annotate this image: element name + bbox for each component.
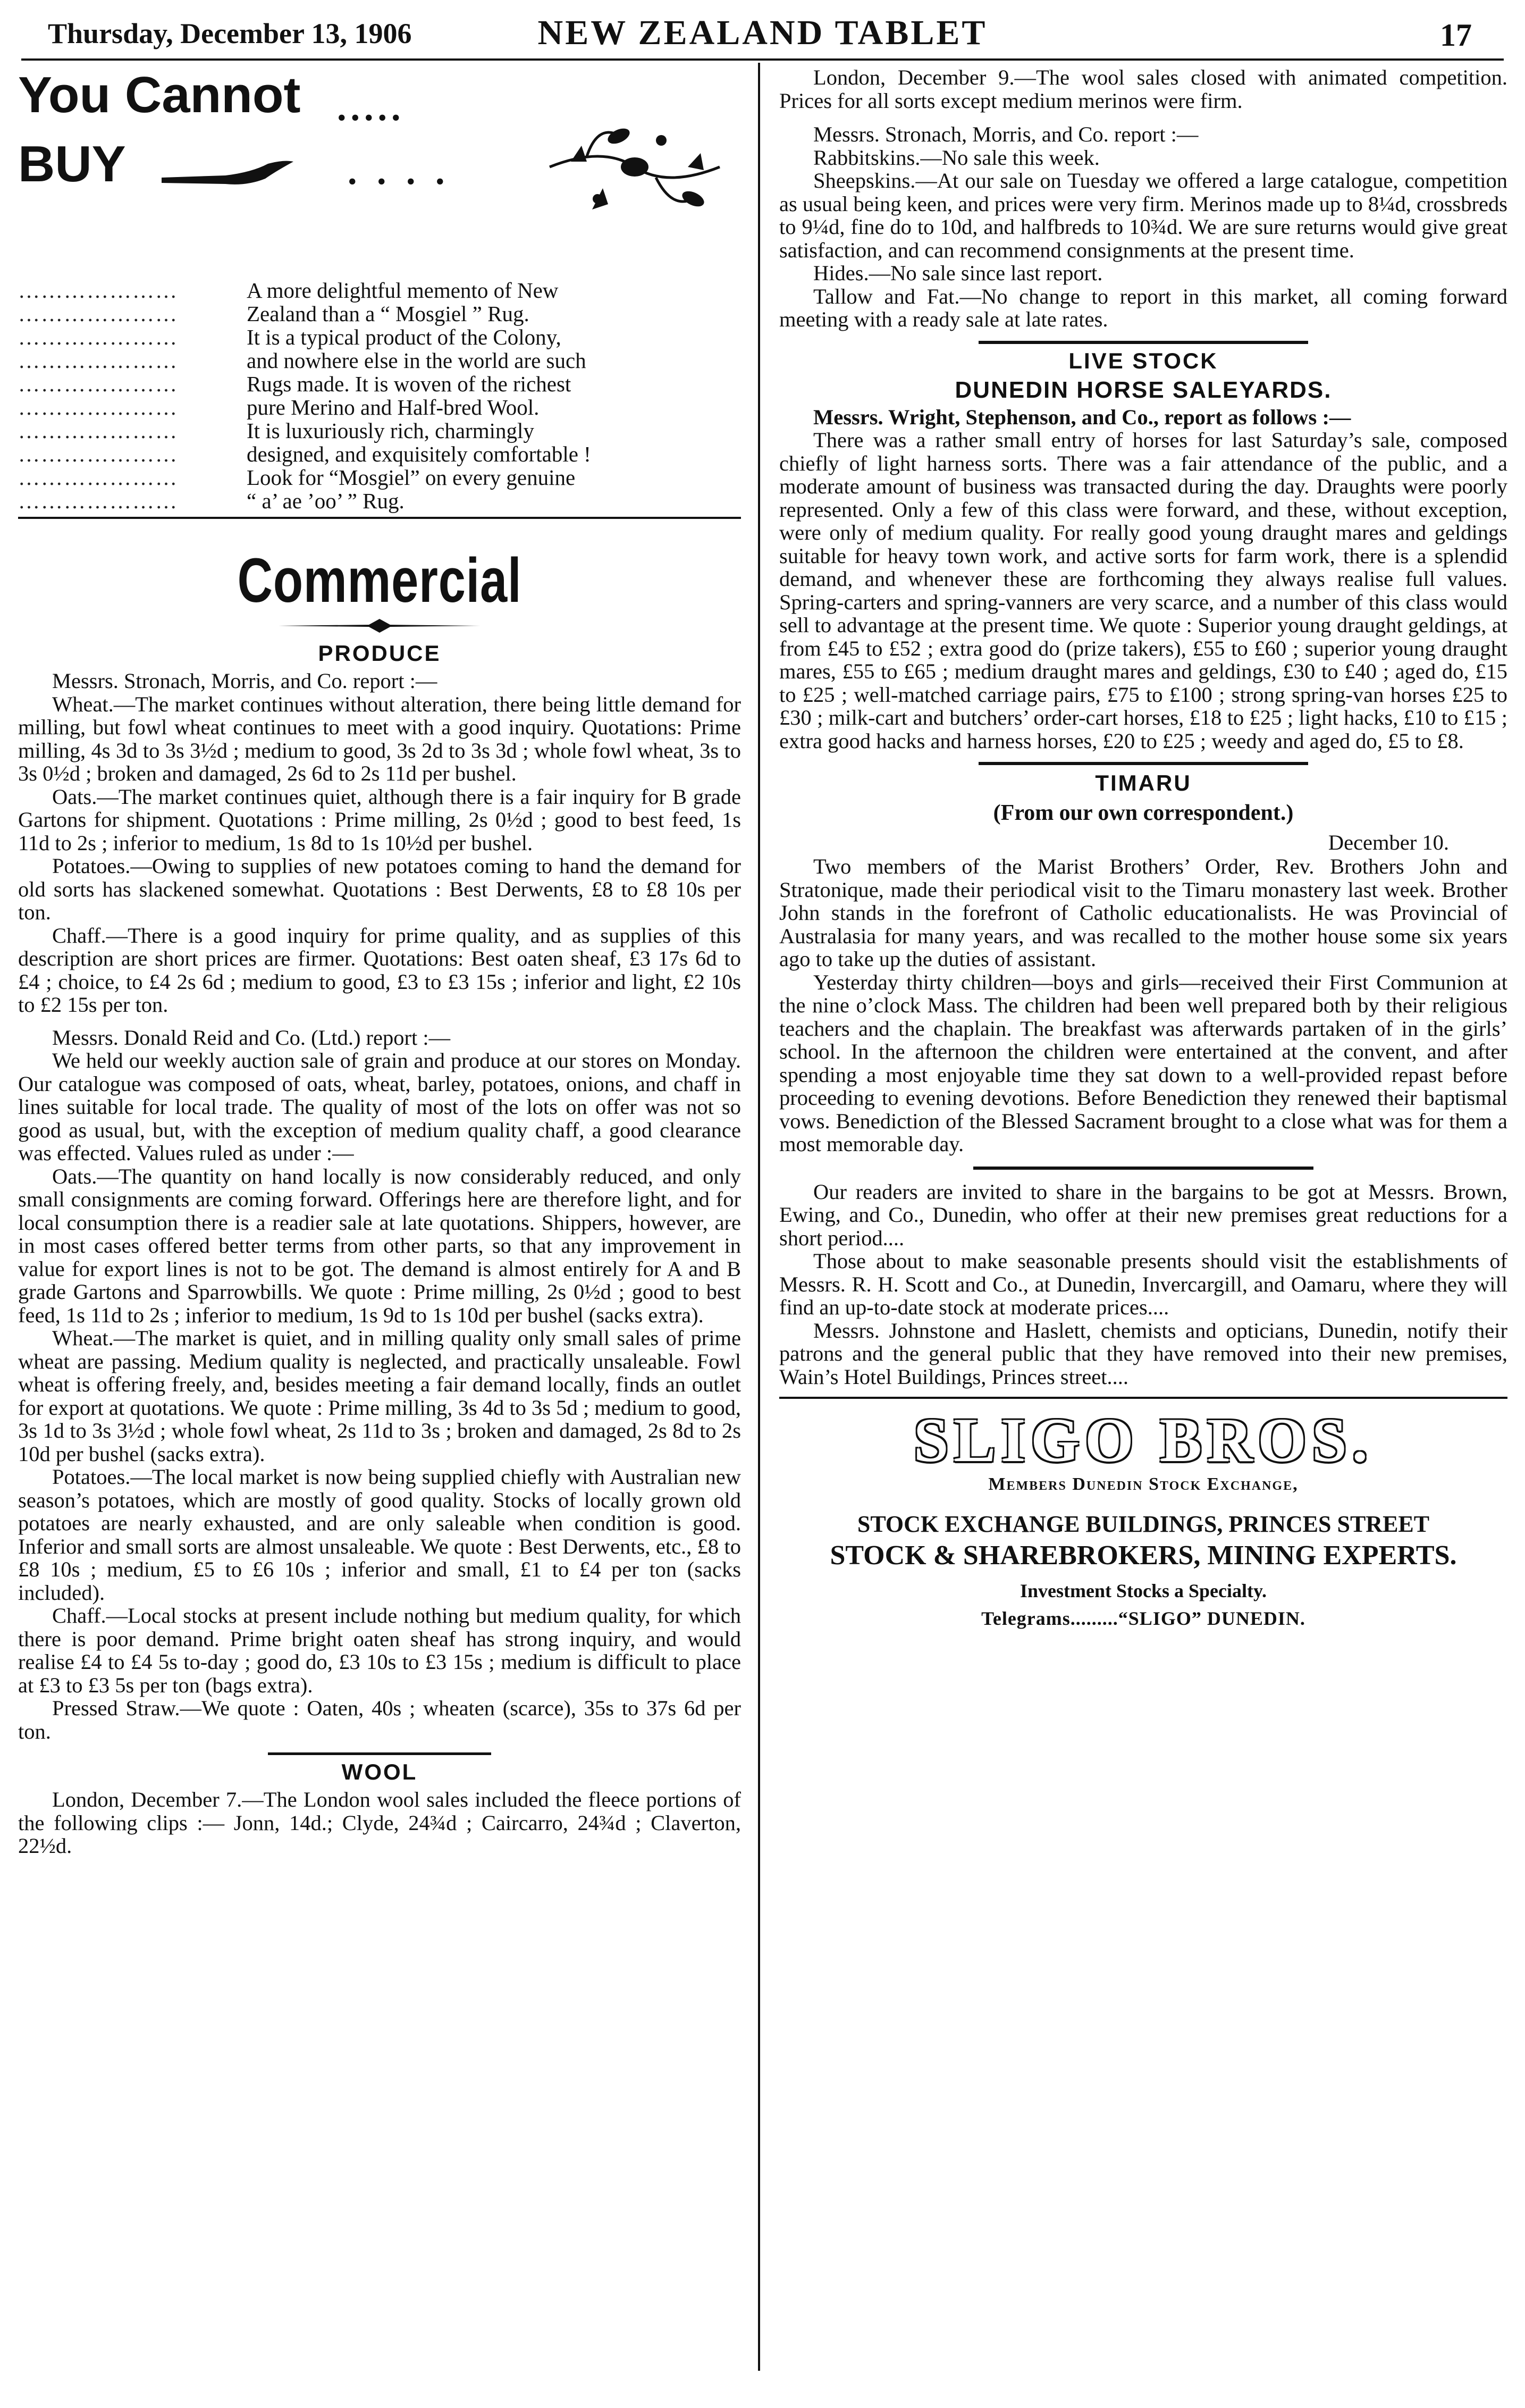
section-separator	[979, 341, 1308, 344]
wool-london-text	[779, 66, 1507, 112]
wool-text	[18, 1788, 741, 1858]
sligo-bros-advert	[779, 1405, 1507, 1630]
produce-stronach-text	[18, 693, 741, 1017]
subhead-live-stock: LIVE STOCK	[1068, 348, 1218, 373]
paragraph: Messrs. Johnstone and Haslett, chemists and opticians, Dunedin, notify their patrons and the general public that they have removed into their new premises, Wain’s Hotel Buildings, Princes street....	[779, 1318, 1507, 1389]
paragraph: Wheat.—The market is quiet, and in milling quality only small sales of prime wheat are passing. Medium quality is neglected, and practically unsaleable. Fowl wheat is offering freely, and, besides meeting a fair demand locally, finds an outlet for export at quotations. We quote : Prime milling, 3s 4d to 3s 5d ; medium to good, 3s 1d to 3s 3½d ; whole fowl wheat, 2s 11d to 3s ; broken and damaged, 2s 8d to 2s 10d per bushel (sacks extra).	[18, 1326, 741, 1466]
right-column	[779, 66, 1507, 1630]
subhead-timaru: TIMARU	[1095, 770, 1192, 795]
skins-text	[779, 146, 1507, 331]
notices-text	[779, 1180, 1507, 1389]
paragraph: Chaff.—Local stocks at present include nothing but medium quality, for which there is poor demand. Prime bright oaten sheaf has strong inquiry, and would realise £4 to £4 5s to-day ; good do, £3 10s to £3 15s ; medium is difficult to place at £3 to £3 5s per ton (bags extra).	[18, 1604, 741, 1697]
pointing-hand-icon	[162, 156, 294, 188]
advert-row: ………………… and nowhere else in the world are such	[18, 348, 586, 373]
paragraph: Oats.—The quantity on hand locally is now considerably reduced, and only small consignments are coming forward. Offerings here are therefore light, and for local consumption there is a readier sale at late quotations. Shippers, however, are in most cases offered better terms from other parts, so that any improvement in value for export lines is not to be got. The demand is almost entirely for A and B grade Gartons and Sparrowbills. We quote : Prime milling, 2s 0½d ; good to best feed, 1s 11d to 2s ; inferior to medium, 1s 9d to 1s 10d per bushel (sacks extra).	[18, 1164, 741, 1327]
paragraph: Chaff.—There is a good inquiry for prime quality, and as supplies of this description are short prices are firmer. Quotations: Best oaten sheaf, £3 17s 6d to £4 ; choice, to £4 2s 6d ; medium to good, £3 to £3 15s ; inferior and light, £2 10s to £2 15s per ton.	[18, 923, 741, 1017]
section-separator	[973, 1167, 1313, 1170]
advert-body	[18, 279, 730, 513]
horse-saleyards-text	[779, 429, 1507, 752]
mosgiel-rug-advert	[18, 66, 741, 528]
sligo-address: STOCK EXCHANGE BUILDINGS, PRINCES STREET	[857, 1511, 1430, 1537]
subhead-produce: PRODUCE	[318, 641, 441, 666]
advert-row: ………………… Look for “Mosgiel” on every genuine	[18, 465, 576, 490]
advert-row: ………………… “ a’ ae ’oo’ ” Rug.	[18, 489, 405, 513]
advert-line-you-cannot: You Cannot	[18, 66, 301, 123]
paragraph: Yesterday thirty children—boys and girls—received their First Communion at the nine o’clock Mass. The children had been well prepared both by their religious teachers and the chaplain. The breakfast was afterwards partaken of in the girls’ school. In the afternoon the children were entertained at the convent, and after spending a most enjoyable time they sat down to a well-provided repast before proceeding to evening devotions. Before Benediction they renewed their baptismal vows. Benediction of the Blessed Sacrament brought to a close what was for them a most memorable day.	[779, 970, 1507, 1156]
subhead-saleyards: DUNEDIN HORSE SALEYARDS.	[955, 376, 1332, 403]
section-separator	[268, 1752, 491, 1755]
paragraph: Rabbitskins.—No sale this week.	[813, 145, 1100, 170]
advert-row: ………………… designed, and exquisitely comfortable !	[18, 442, 591, 466]
sligo-trade: STOCK & SHAREBROKERS, MINING EXPERTS.	[830, 1540, 1457, 1571]
report-intro-stronach-skins: Messrs. Stronach, Morris, and Co. report :—	[813, 122, 1199, 146]
floral-ornament-icon	[539, 87, 730, 247]
issue-date: Thursday, December 13, 1906	[48, 18, 412, 49]
running-head	[37, 10, 1488, 58]
advert-line-buy: BUY	[18, 136, 126, 192]
advert-row: ………………… A more delightful memento of New	[18, 278, 559, 303]
masthead-title: NEW ZEALAND TABLET	[537, 13, 988, 52]
paragraph: Our readers are invited to share in the bargains to be got at Messrs. Brown, Ewing, and Co., Dunedin, who offer at their new premises great reductions for a short period....	[779, 1179, 1507, 1250]
page-number: 17	[1440, 18, 1472, 53]
report-intro-reid: Messrs. Donald Reid and Co. (Ltd.) report :—	[52, 1025, 451, 1050]
paragraph: We held our weekly auction sale of grain and produce at our stores on Monday. Our catalogue was composed of oats, wheat, barley, potatoes, onions, and chaff in lines suitable for local trade. The quality of most of the lots on offer was not so good as usual, but, with the exception of medium quality chaff, a good clearance was effected. Values ruled as under :—	[18, 1048, 741, 1165]
paragraph: Potatoes.—The local market is now being supplied chiefly with Australian new season’s potatoes, which are mostly of good quality. Stocks of locally grown old potatoes are nearly exhausted, and are only saleable when condition is good. Inferior and small sorts are almost unsaleable. We quote : Best Derwents, etc., £8 to £8 10s ; medium, £5 to £6 10s ; inferior and small, £1 to £4 per ton (sacks included).	[18, 1465, 741, 1605]
section-separator	[979, 762, 1308, 765]
sligo-name: SLIGO BROS.	[913, 1405, 1374, 1475]
timaru-dateline: December 10.	[1328, 830, 1449, 854]
advert-row: ………………… pure Merino and Half-bred Wool.	[18, 395, 540, 419]
advert-dots-2: . . . .	[348, 152, 450, 192]
advert-row: ………………… It is a typical product of the Colony,	[18, 325, 561, 349]
advert-top-rule	[779, 1397, 1507, 1399]
section-title-commercial: Commercial	[237, 546, 522, 616]
produce-reid-text	[18, 1049, 741, 1743]
report-intro-stronach: Messrs. Stronach, Morris, and Co. report :—	[52, 669, 437, 693]
paragraph: Tallow and Fat.—No change to report in this market, all coming forward meeting with a ready sale at late rates.	[779, 284, 1507, 331]
column-rule	[758, 63, 760, 2371]
subhead-wool: WOOL	[341, 1759, 418, 1784]
header-rule	[21, 58, 1504, 61]
sligo-investment: Investment Stocks a Specialty.	[1020, 1580, 1267, 1601]
paragraph: Those about to make seasonable presents should visit the establishments of Messrs. R. H. Scott and Co., at Dunedin, Invercargill, and Oamaru, where they will find an up-to-date stock at moderate prices....	[779, 1249, 1507, 1319]
timaru-byline: (From our own correspondent.)	[993, 801, 1294, 825]
paragraph: London, December 7.—The London wool sales included the fleece portions of the following clips :— Jonn, 14d.; Clyde, 24¾d ; Caircarro, 24¾d ; Claverton, 22½d.	[18, 1788, 741, 1858]
sligo-members: Members Dunedin Stock Exchange,	[988, 1474, 1299, 1494]
left-column	[18, 66, 741, 1858]
paragraph: Two members of the Marist Brothers’ Order, Rev. Brothers John and Stratonique, made their periodical visit to the Timaru monastery last week. Brother John stands in the forefront of Catholic educationalists. He was Provincial of Australasia for many years, and was recalled to the mother house some six years ago to take up the duties of assistant.	[779, 854, 1507, 971]
paragraph: Pressed Straw.—We quote : Oaten, 40s ; wheaten (scarce), 35s to 37s 6d per ton.	[18, 1696, 741, 1743]
paragraph: Wheat.—The market continues without alteration, there being little demand for milling, but fowl wheat continues to meet with a good inquiry. Quotations: Prime milling, 4s 3d to 3s 3½d ; medium to good, 3s 2d to 3s 3d ; whole fowl wheat, 3s to 3s 0½d ; broken and damaged, 2s 6d to 2s 11d per bushel.	[18, 692, 741, 785]
paragraph: Oats.—The market continues quiet, although there is a fair inquiry for B grade Gartons for shipment. Quotations : Prime milling, 2s 0½d ; good to best feed, 1s 11d to 2s ; inferior to medium, 1s 8d to 1s 10½d per bushel.	[18, 784, 741, 855]
sligo-telegrams: Telegrams.........“SLIGO” DUNEDIN.	[981, 1608, 1305, 1629]
advert-row: ………………… It is luxuriously rich, charmingly	[18, 418, 534, 443]
paragraph: Hides.—No sale since last report.	[813, 261, 1103, 285]
paragraph: London, December 9.—The wool sales closed with animated competition. Prices for all sorts except medium merinos were firm.	[779, 65, 1507, 113]
timaru-text	[779, 855, 1507, 1156]
paragraph: Potatoes.—Owing to supplies of new potatoes coming to hand the demand for old sorts has slackened somewhat. Quotations : Best Derwents, £8 to £8 10s per ton.	[18, 854, 741, 924]
report-intro-wright: Messrs. Wright, Stephenson, and Co., report as follows :—	[813, 405, 1351, 429]
paragraph: Sheepskins.—At our sale on Tuesday we offered a large catalogue, competition as usual being keen, and prices were very firm. Merinos made up to 8¼d, crossbreds to 9¼d, fine do to 10d, and halfbreds to 10¾d. We are sure returns would give great satisfaction, and can recommend consignments at the present time.	[779, 169, 1507, 262]
advert-dots-1: .....	[337, 88, 405, 129]
diamond-rule-icon	[18, 619, 741, 635]
advert-rule	[18, 517, 741, 519]
advert-row: ………………… Rugs made. It is woven of the richest	[18, 372, 571, 396]
paragraph: There was a rather small entry of horses for last Saturday’s sale, composed chiefly of light harness sorts. There was a fair attendance of the public, and a moderate amount of business was transacted during the day. Draughts were poorly represented. Only a few of this class were forward, and these, without exception, were only of medium quality. For really good young draught mares and geldings suitable for heavy town work, and active sorts for farm work, there is a splendid demand, and whenever these are forthcoming they always realise full values. Spring-carters and spring-vanners are very scarce, and a number of this class would sell to advantage at the present time. We quote : Superior young draught geldings, at from £45 to £52 ; extra good do (prize takers), £55 to £60 ; superior young draught mares, £55 to £65 ; medium draught mares and geldings, £30 to £40 ; aged do, £15 to £25 ; well-matched carriage pairs, £75 to £100 ; strong spring-van horses £25 to £30 ; milk-cart and butchers’ order-cart horses, £18 to £25 ; light hacks, £10 to £15 ; extra good hacks and harness horses, £20 to £25 ; weedy and aged do, £5 to £8.	[779, 428, 1507, 753]
advert-row: ………………… Zealand than a “ Mosgiel ” Rug.	[18, 301, 529, 326]
